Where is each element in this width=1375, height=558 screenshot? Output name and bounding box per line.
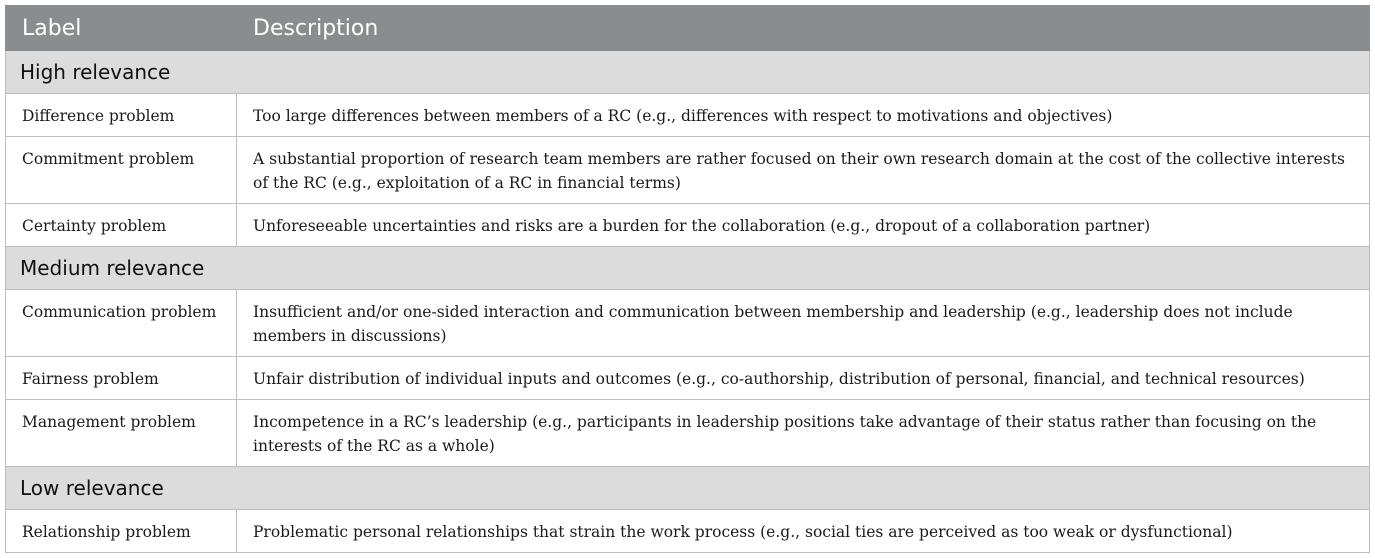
group-title: Low relevance (6, 467, 1370, 510)
row-label: Management problem (6, 400, 237, 467)
row-description: Problematic personal relationships that strain the work process (e.g., social ties are perceived as too weak or dysfunctional) (237, 510, 1370, 553)
table-row (6, 510, 1370, 553)
row-label: Fairness problem (6, 357, 237, 400)
row-description: A substantial proportion of research team members are rather focused on their own research domain at the cost of the collective interests of the RC (e.g., exploitation of a RC in financial terms) (237, 137, 1370, 204)
table-row (6, 94, 1370, 137)
row-description: Incompetence in a RC’s leadership (e.g., participants in leadership positions take advantage of their status rather than focusing on the interests of the RC as a whole) (237, 400, 1370, 467)
row-description: Too large differences between members of a RC (e.g., differences with respect to motivations and objectives) (237, 94, 1370, 137)
row-description: Unforeseeable uncertainties and risks are a burden for the collaboration (e.g., dropout of a collaboration partner) (237, 204, 1370, 247)
group-header-row (6, 467, 1370, 510)
column-header-description: Description (237, 6, 1370, 51)
row-label: Certainty problem (6, 204, 237, 247)
problems-table (5, 5, 1370, 553)
table-row (6, 204, 1370, 247)
table-row (6, 357, 1370, 400)
table-row (6, 137, 1370, 204)
group-header-row (6, 51, 1370, 94)
row-label: Communication problem (6, 290, 237, 357)
row-label: Commitment problem (6, 137, 237, 204)
group-title: High relevance (6, 51, 1370, 94)
row-description: Unfair distribution of individual inputs and outcomes (e.g., co-authorship, distribution of personal, financial, and technical resources) (237, 357, 1370, 400)
table-header-row (6, 6, 1370, 51)
table-row (6, 290, 1370, 357)
row-label: Difference problem (6, 94, 237, 137)
row-label: Relationship problem (6, 510, 237, 553)
problems-table-container (5, 5, 1369, 553)
row-description: Insufficient and/or one-sided interaction and communication between membership and leadership (e.g., leadership does not include members in discussions) (237, 290, 1370, 357)
table-row (6, 400, 1370, 467)
column-header-label: Label (6, 6, 237, 51)
group-title: Medium relevance (6, 247, 1370, 290)
group-header-row (6, 247, 1370, 290)
